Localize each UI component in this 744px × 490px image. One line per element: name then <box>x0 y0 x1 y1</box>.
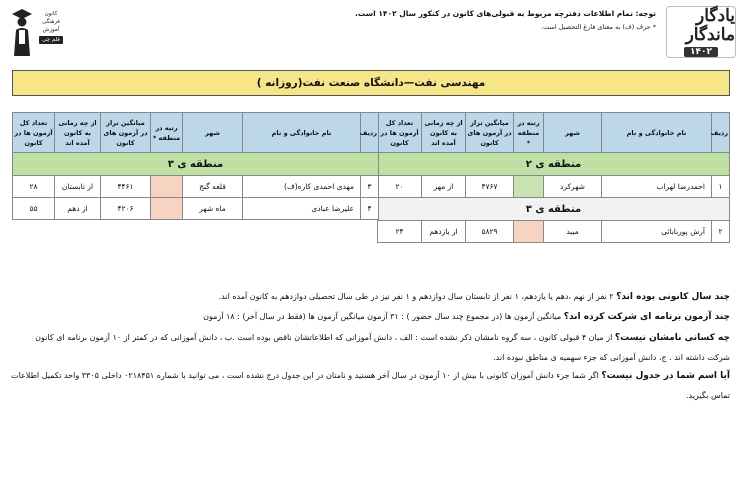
faq-not-listed <box>10 366 730 405</box>
region-header: منطقه ی ۳ <box>13 153 379 176</box>
notice <box>236 8 656 33</box>
graduate-figure-icon <box>10 6 34 58</box>
avg-score: ۴۴۶۱ <box>101 176 151 198</box>
total-exams: ۲۴ <box>378 221 422 243</box>
faq-question: چه کسانی نامشان نیست؟ <box>614 333 730 343</box>
row-number: ۲ <box>712 221 730 243</box>
avg-score: ۵۸۲۹ <box>466 221 514 243</box>
admissions-table-left <box>12 112 379 220</box>
faq-answer: از میان ۴ قبولی کانون ، سه گروه نامشان ذکر نشده است : الف ، دانش آموزانی که اطلاعاتشان ناقص بوده است .ب ، دانش آموزانی که در کمتر از ۱۰ آزمون برنامه ای کانون شرکت داشته اند . ج، دانش آموزانی که جزء سهمیه ی مناطق نبوده اند. <box>35 333 730 362</box>
major-title: مهندسی نفت—دانشگاه صنعت نفت(روزانه ) <box>256 77 486 89</box>
brand-title: یادگار ماندگار <box>685 5 735 45</box>
header-avg-score: میانگین تراز در آزمون های کانون <box>466 113 514 153</box>
brand-logo <box>666 6 736 58</box>
header-total-exams: تعداد کل آزمون ها در کانون <box>378 113 422 153</box>
student-city: ماه شهر <box>183 198 243 220</box>
joined-since: از مهر <box>422 176 466 198</box>
faq-years <box>10 288 730 306</box>
header-avg-score: میانگین تراز در آزمون های کانون <box>101 113 151 153</box>
logo-line: فرهنگی <box>42 19 60 25</box>
notice-footnote: * حرف (ف) به معنای فارغ التحصیل است. <box>540 23 656 31</box>
joined-since: از دهم <box>55 198 101 220</box>
faq-answer: میانگین آزمون ها (در مجموع چند سال حضور ) : ۳۱ آزمون میانگین آزمون ها (فقط در سال آخر) : ۱۸ آزمون <box>203 312 564 321</box>
row-number: ۴ <box>361 198 379 220</box>
faq-question: چند سال کانونی بوده اند؟ <box>616 292 730 302</box>
region-header: منطقه ی ۲ <box>378 153 730 176</box>
notice-main: توجه: تمام اطلاعات دفترچه مربوط به قبولی‌های کانون در کنکور سال ۱۴۰۲ است. <box>355 9 656 18</box>
logo-line: کانون <box>44 11 58 17</box>
student-name: علیرضا عبادی <box>243 198 361 220</box>
region-rank <box>514 176 544 198</box>
student-name: آرش پوربابائی <box>602 221 712 243</box>
student-city: قلعه گنج <box>183 176 243 198</box>
major-title-bar <box>12 70 730 96</box>
header-joined-since: از چه زمانی به کانون آمده اند <box>422 113 466 153</box>
joined-since: از یازدهم <box>422 221 466 243</box>
header-name: نام خانوادگی و نام <box>602 113 712 153</box>
table-row <box>13 198 379 220</box>
faq-exams <box>10 308 730 326</box>
brand-year: ۱۴۰۲ <box>684 47 718 57</box>
table-row <box>378 221 730 243</box>
header-city: شهر <box>183 113 243 153</box>
avg-score: ۴۷۶۷ <box>466 176 514 198</box>
student-name: مهدی احمدی کاره(ف) <box>243 176 361 198</box>
header-total-exams: تعداد کل آزمون ها در کانون <box>13 113 55 153</box>
faq-answer: ۲ نفر از نهم ،دهم یا یازدهم، ۱ نفر از تابستان سال دوازدهم و ۱ نفر نیز در طی سال تحصیلی دوازدهم به کانون آمده اند. <box>218 292 617 301</box>
region-header: منطقه ی ۳ <box>378 198 730 221</box>
total-exams: ۲۸ <box>13 176 55 198</box>
header-joined-since: از چه زمانی به کانون آمده اند <box>55 113 101 153</box>
faq-missing-names <box>10 328 730 367</box>
header-rank: رتبه در منطقه * <box>151 113 183 153</box>
region-rank <box>151 176 183 198</box>
total-exams: ۲۰ <box>378 176 422 198</box>
faq-question: چند آزمون برنامه ای شرکت کرده اند؟ <box>563 312 730 322</box>
kanoon-logo <box>8 4 66 60</box>
row-number: ۱ <box>712 176 730 198</box>
header-row-number: ردیف <box>712 113 730 153</box>
table-row <box>13 176 379 198</box>
faq-answer: اگر شما جزء دانش آموزان کانونی با بیش از ۱۰ آزمون در سال آخر هستید و نامتان در این جدول درج نشده است ، می توانید با شماره ۰۲۱۸۴۵۱ داخلی ۳۳۰۵ واحد تکمیل اطلاعات تماس بگیرید. <box>11 371 730 400</box>
header-rank: رتبه در منطقه * <box>514 113 544 153</box>
logo-line: آموزش <box>42 27 60 33</box>
row-number: ۳ <box>361 176 379 198</box>
faq-question: آیا اسم شما در جدول نیست؟ <box>601 371 730 381</box>
admissions-table-right <box>377 112 730 243</box>
region-rank <box>151 198 183 220</box>
total-exams: ۵۵ <box>13 198 55 220</box>
region-rank <box>514 221 544 243</box>
header-name: نام خانوادگی و نام <box>243 113 361 153</box>
table-row <box>378 176 730 198</box>
joined-since: از تابستان <box>55 176 101 198</box>
logo-line: قلم چی <box>39 36 63 44</box>
student-name: احمدرضا لهراب <box>602 176 712 198</box>
header-city: شهر <box>544 113 602 153</box>
student-city: شهرکرد <box>544 176 602 198</box>
avg-score: ۴۲۰۶ <box>101 198 151 220</box>
header-row-number: ردیف <box>361 113 379 153</box>
student-city: میبد <box>544 221 602 243</box>
